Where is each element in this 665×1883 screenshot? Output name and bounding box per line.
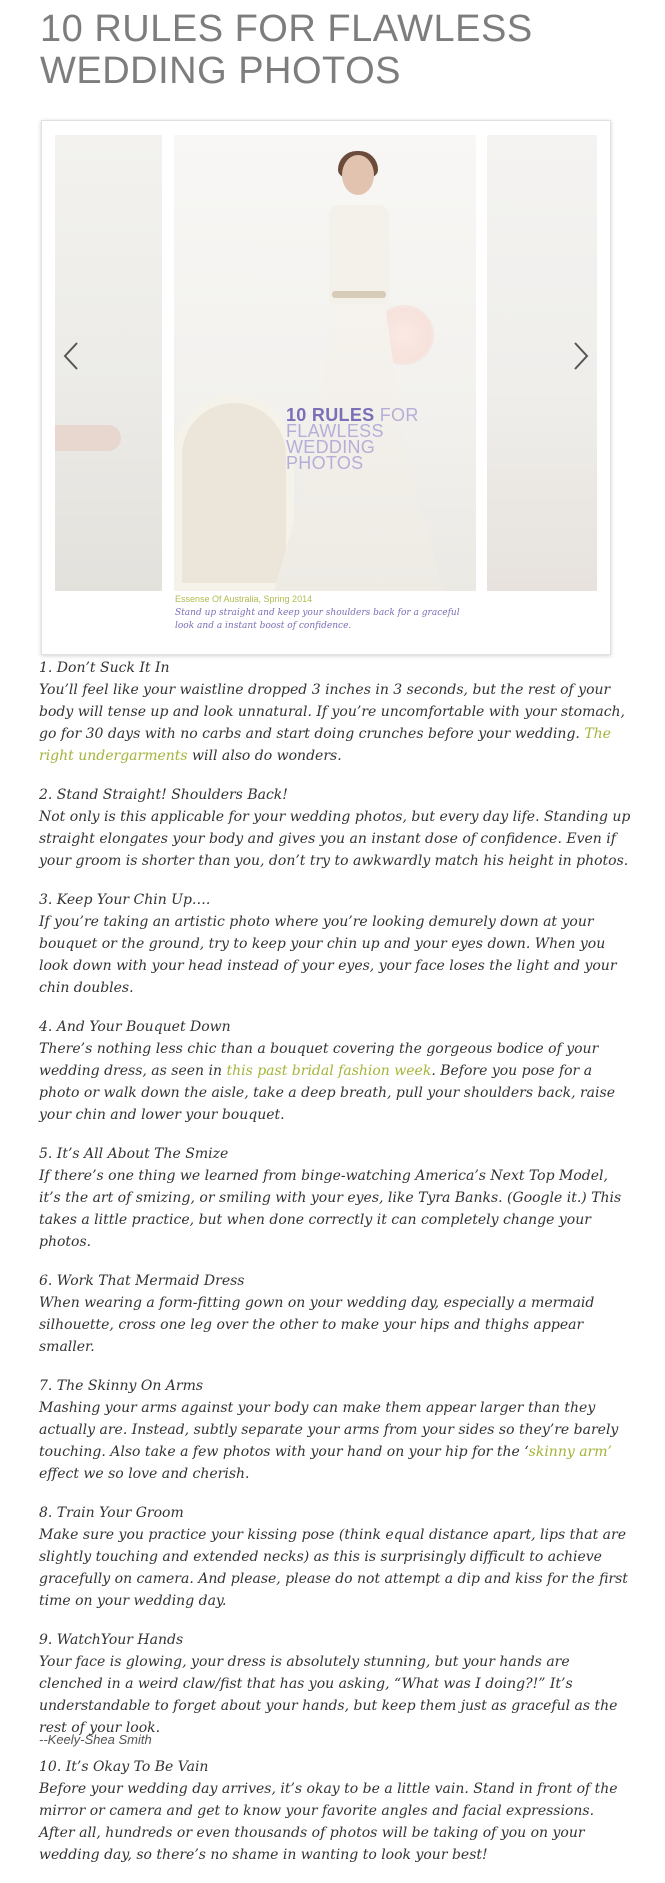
rule-text: When wearing a form-fitting gown on your wedding day, especially a mermaid silhouette, cross one leg over the other to make your hips and thighs appear smaller. (39, 1295, 595, 1355)
rule-heading: 1. Don’t Suck It In (39, 660, 170, 676)
rule-heading: 7. The Skinny On Arms (39, 1378, 204, 1394)
bride-photo (174, 135, 476, 591)
rule-item (39, 1016, 633, 1126)
rule-heading: 3. Keep Your Chin Up…. (39, 892, 211, 908)
rule-link[interactable]: this past bridal fashion week (226, 1063, 432, 1079)
rule-text: Make sure you practice your kissing pose (think equal distance apart, lips that are slightly touching and extended necks) as this is surprisingly difficult to achieve gracefully on camera. And please, please do not attempt a dip and kiss for the first time on your wedding day. (39, 1527, 628, 1609)
rule-heading: 9. WatchYour Hands (39, 1632, 184, 1648)
chevron-left-icon[interactable] (62, 341, 80, 371)
rule-text: Not only is this applicable for your wedding photos, but every day life. Standing up straight elongates your body and gives you an instant dose of confidence. Even if your groom is shorter than you, don’t try to awkwardly match his height in photos. (39, 809, 631, 869)
rule-text: If you’re taking an artistic photo where you’re looking demurely down at your bouquet or the ground, try to keep your chin up and your eyes down. When you look down with your head instead of your eyes, your face loses the light and your chin doubles. (39, 914, 617, 996)
overlay-line-2: FLAWLESS (286, 421, 384, 441)
rule-link[interactable]: The right undergarments (39, 726, 611, 764)
rule-link[interactable]: skinny arm’ (528, 1444, 612, 1460)
article-title: 10 RULES FOR FLAWLESS WEDDING PHOTOS (40, 8, 533, 92)
photo-caption: Stand up straight and keep your shoulders back for a graceful look and a instant boost of confidence. (175, 608, 460, 631)
rule-text: There’s nothing less chic than a bouquet covering the gorgeous bodice of your wedding dress, as seen in this past bridal fashion week. Before you pose for a photo or walk down the aisle, take a deep breath, pull your shoulders back, raise your chin and lower your bouquet. (39, 1041, 615, 1123)
article-body (39, 657, 633, 1883)
rule-item (39, 784, 633, 872)
author-signature: --Keely-Shea Smith (39, 1732, 152, 1747)
rule-item (39, 1502, 633, 1612)
rule-heading: 10. It’s Okay To Be Vain (39, 1759, 209, 1775)
rule-item (39, 889, 633, 999)
overlay-line-1-rest: FOR (374, 405, 419, 425)
rule-heading: 4. And Your Bouquet Down (39, 1019, 231, 1035)
rule-item (39, 1375, 633, 1485)
rule-heading: 5. It’s All About The Smize (39, 1146, 229, 1162)
hand-image-detail (55, 425, 121, 451)
rule-text: Mashing your arms against your body can make them appear larger than they actually are. Instead, subtly separate your arms from your sides so they’re barely touching. Also take a few photos with your hand on your hip for the ‘skinny arm’ effect we so love and cherish. (39, 1400, 619, 1482)
rule-heading: 8. Train Your Groom (39, 1505, 184, 1521)
rule-text: You’ll feel like your waistline dropped 3 inches in 3 seconds, but the rest of your body will tense up and look unnatural. If you’re uncomfortable with your stomach, go for 30 days with no carbs and start doing crunches before your wedding. The right undergarments will also do wonders. (39, 682, 625, 764)
rule-text: Your face is glowing, your dress is absolutely stunning, but your hands are clenched in a weird claw/fist that has you asking, “What was I doing?!” It’s understandable to forget about your hands, but keep them just as graceful as the rest of your look. (39, 1654, 618, 1736)
bride-figure (274, 155, 444, 591)
rule-item (39, 657, 633, 767)
rule-heading: 6. Work That Mermaid Dress (39, 1273, 245, 1289)
photo-slideshow (41, 120, 611, 655)
overlay-line-4: PHOTOS (286, 453, 364, 473)
rule-text: If there’s one thing we learned from binge-watching America’s Next Top Model, it’s the art of smizing, or smiling with your eyes, like Tyra Banks. (Google it.) This takes a little practice, but when done correctly it can completely change your photos. (39, 1168, 622, 1250)
overlay-line-1-bold: 10 RULES (286, 405, 375, 425)
rule-heading: 2. Stand Straight! Shoulders Back! (39, 787, 288, 803)
rule-item (39, 1629, 633, 1739)
rule-item (39, 1270, 633, 1358)
photo-credit: Essense Of Australia, Spring 2014 (175, 594, 313, 604)
rule-item (39, 1143, 633, 1253)
chevron-right-icon[interactable] (572, 341, 590, 371)
rule-item (39, 1756, 633, 1866)
overlay-line-3: WEDDING (286, 437, 376, 457)
rule-text: Before your wedding day arrives, it’s okay to be a little vain. Stand in front of the mirror or camera and get to know your favorite angles and facial expressions. After all, hundreds or even thousands of photos will be taking of you on your wedding day, so there’s no shame in wanting to look your best! (39, 1781, 618, 1863)
photo-overlay-title (286, 407, 446, 471)
